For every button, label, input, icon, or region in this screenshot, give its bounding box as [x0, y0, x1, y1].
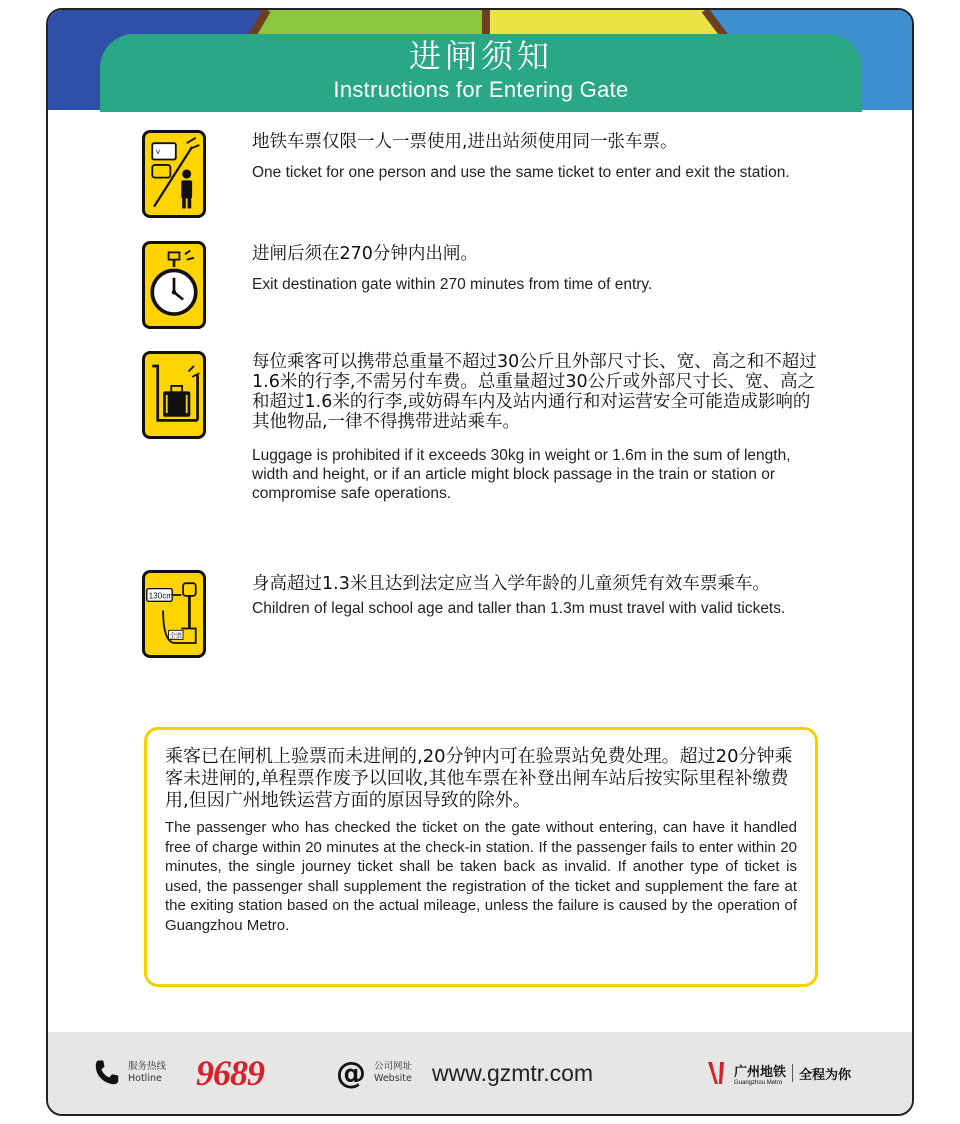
rule-2 [252, 244, 832, 294]
child-height-icon [142, 570, 206, 658]
brand-info [706, 1032, 851, 1114]
stopwatch-icon [142, 241, 206, 329]
rule-1-en: One ticket for one person and use the same ticket to enter and exit the station. [252, 164, 790, 181]
brand-divider [792, 1064, 793, 1082]
page-title-en: Instructions for Entering Gate [333, 77, 629, 102]
rule-3-zh: 每位乘客可以携带总重量不超过30公斤且外部尺寸长、宽、高之和不超过1.6米的行李,不需另付车费。总重量超过30公斤或外部尺寸长、宽、高之和超过1.6米的行李,或妨碍车内及站内通行和对运营安全可能造成影响的其他物品,一律不得携带进站乘车。 [252, 352, 817, 432]
rule-4-en: Children of legal school age and taller than 1.3m must travel with valid tickets. [252, 600, 786, 617]
website-label-en: Website [374, 1073, 412, 1084]
website-label-zh: 公司网址 [374, 1061, 413, 1072]
rule-1-zh: 地铁车票仅限一人一票使用,进出站须使用同一张车票。 [252, 132, 678, 152]
icon-height-label: 130cm [148, 591, 174, 601]
rule-2-en: Exit destination gate within 270 minutes from time of entry. [252, 276, 653, 293]
brand-name-en: Guangzhou Metro [734, 1079, 783, 1086]
notice-zh: 乘客已在闸机上验票而未进闸的,20分钟内可在验票站免费处理。超过20分钟乘客未进闸的,单程票作废予以回收,其他车票在补登出闸车站后按实际里程补缴费用,但因广州地铁运营方面的原因导致的除外。 [165, 746, 793, 811]
website-info [336, 1032, 593, 1114]
icon-ticket-label: 全票 [169, 632, 183, 640]
rule-4-zh: 身高超过1.3米且达到法定应当入学年龄的儿童须凭有效车票乘车。 [252, 574, 770, 594]
hotline-label-zh: 服务热线 [128, 1061, 167, 1072]
svg-text:V: V [155, 149, 161, 157]
rule-4 [252, 574, 818, 618]
gate-instructions-sign [46, 8, 914, 1116]
page-title-zh: 进闸须知 [408, 37, 553, 75]
brand-name-zh: 广州地铁 [734, 1064, 787, 1080]
luggage-icon [142, 351, 206, 439]
website-url[interactable]: www.gzmtr.com [432, 1059, 594, 1086]
phone-icon [92, 1058, 122, 1088]
hotline-label-en: Hotline [128, 1073, 162, 1084]
hotline-number[interactable]: 9689 [196, 1053, 265, 1093]
footer-bar [48, 1032, 912, 1114]
at-icon: @ [336, 1055, 366, 1091]
rule-1 [252, 132, 832, 182]
rule-3-en: Luggage is prohibited if it exceeds 30kg in weight or 1.6m in the sum of length, width and height, or if an article might block passage in the train or station or compromise safe operations. [252, 447, 791, 502]
guangzhou-metro-logo-icon [706, 1060, 728, 1086]
header-banner [100, 34, 862, 112]
rule-3 [252, 352, 820, 503]
rule-2-zh: 进闸后须在270分钟内出闸。 [252, 244, 478, 264]
ticket-person-icon [142, 130, 206, 218]
notice-box [144, 727, 818, 987]
brand-slogan: 全程为你 [799, 1067, 852, 1083]
hotline-info [92, 1032, 264, 1114]
notice-en: The passenger who has checked the ticket on the gate without entering, can have it handled free of charge within 20 minutes at the check-in station. If the passenger fails to enter within 20 minutes, the single journey ticket shall be taken back as invalid. If another type of ticket is used, the passenger shall supplement the registration of the ticket and supplement the fare at the exiting station based on the actual mileage, unless the failure is caused by the operation of Guangzhou Metro. [165, 819, 797, 934]
